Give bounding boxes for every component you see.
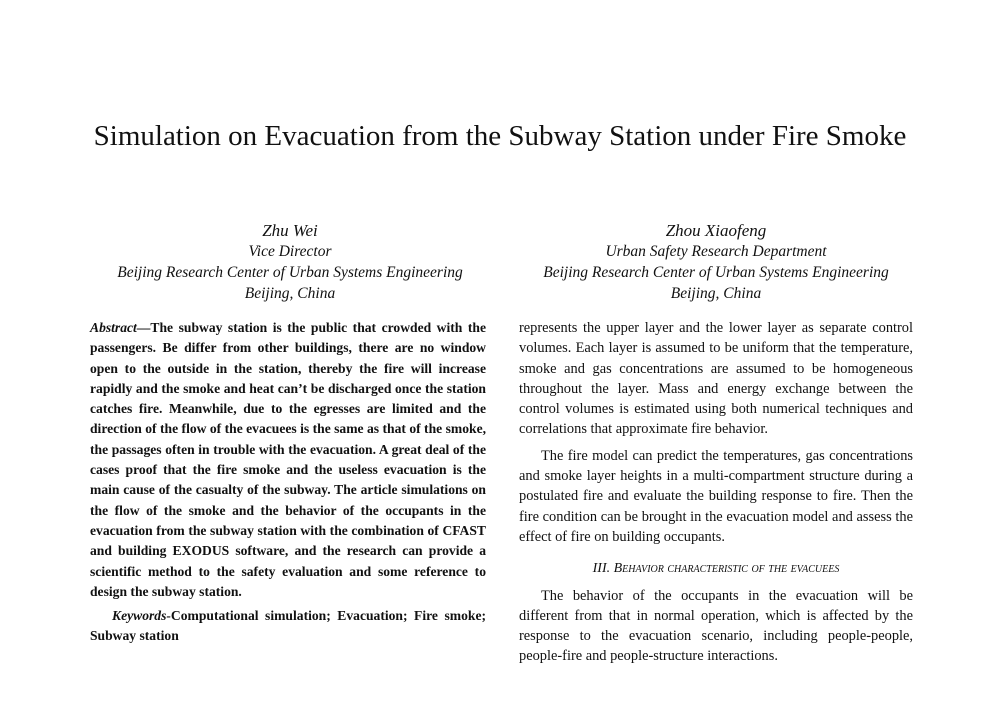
author-location: Beijing, China [670, 285, 762, 302]
keywords-label: Keywords- [112, 608, 171, 624]
author-name: Zhou Xiaofeng [665, 221, 767, 240]
abstract-text: The subway station is the public that crowded with the passengers. Be differ from other buildings, there are no window open to the outside in the station, thereby the fire will increase rapidly and the smoke and heat can’t be discharged once the station catches fire. Meanwhile, due to the egresses are limited and the direction of the flow of the evacuees is the same as that of the smoke, the passages often in trouble with the evacuation. A great deal of the cases proof that the fire smoke and the useless evacuation is the main cause of the casualty of the subway. The article simulations on the flow of the smoke and the behavior of the occupants in the evacuation from the subway station with the combination of CFAST and building EXODUS software, and the research can provide a scientific method to the safety evaluation and some reference to design the subway station. [90, 320, 486, 599]
abstract-label: Abstract— [90, 320, 151, 335]
author-name: Zhu Wei [262, 221, 318, 240]
body-paragraph: The fire model can predict the temperatures, gas concentrations and smoke layer heights in a multi-compartment structure during a postulated fire and evaluate the building response to fire. Then the fire condition can be brought in the evacuation model and assess the effect of fire on building occupants. [519, 447, 913, 545]
author-block-2 [516, 220, 916, 304]
keywords-paragraph [90, 606, 486, 647]
author-block-1 [90, 220, 490, 304]
author-affiliation: Beijing Research Center of Urban Systems Engineering [117, 264, 463, 281]
section-heading [519, 559, 913, 579]
section-title: Behavior characteristic of the evacuees [613, 561, 840, 577]
author-affiliation: Beijing Research Center of Urban Systems Engineering [543, 264, 889, 281]
left-column [90, 318, 486, 647]
right-column [519, 318, 913, 667]
author-position: Vice Director [248, 243, 332, 260]
keywords-text: Computational simulation; Evacuation; Fire smoke; Subway station [90, 608, 486, 644]
author-location: Beijing, China [244, 285, 336, 302]
author-position: Urban Safety Research Department [605, 243, 827, 260]
paper-title: Simulation on Evacuation from the Subway Station under Fire Smoke [93, 120, 907, 152]
body-paragraph: represents the upper layer and the lower layer as separate control volumes. Each layer is assumed to be uniform that the temperature, smoke and gas concentrations are assumed to be homogeneous throughout the layer. Mass and energy exchange between the control volumes is estimated using both numerical techniques and correlations that approximate fire behavior. [519, 320, 913, 438]
body-paragraph: The behavior of the occupants in the evacuation will be different from that in normal operation, which is affected by the response to the evacuation scenario, including people-people, people-fire and people-structure interactions. [519, 587, 913, 665]
abstract-paragraph [90, 318, 486, 602]
section-number: III. [592, 561, 611, 577]
